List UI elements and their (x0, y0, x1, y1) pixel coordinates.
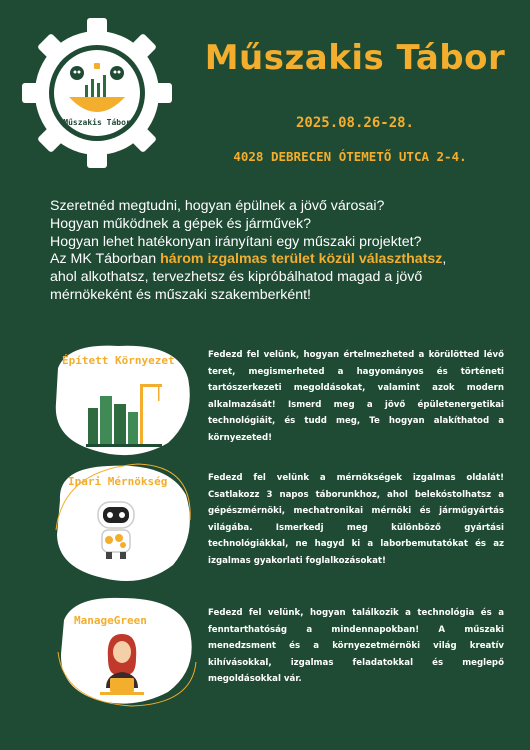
section-title-ipari: Ipari Mérnökség (68, 475, 168, 488)
intro-highlight: három izgalmas terület közül választhatsz (160, 251, 443, 268)
event-date: 2025.08.26-28. (295, 115, 414, 131)
gear-robot-logo-icon (22, 18, 172, 168)
intro-line: Hogyan lehet hatékonyan irányítani egy műszaki projektet? (50, 233, 422, 250)
intro-line (50, 251, 490, 269)
intro-text (50, 198, 490, 305)
logo-text: Műszakis Tábor (63, 118, 131, 127)
intro-line: ahol alkothatsz, tervezhetsz és kipróbálhatod magad a jövő mérnökeként és műszaki szakemberként! (50, 269, 423, 303)
page-title: Műszakis Tábor (204, 38, 506, 78)
intro-line: Hogyan működnek a gépek és járművek? (50, 215, 312, 232)
section-title-managegreen: ManageGreen (74, 614, 147, 627)
event-address: 4028 DEBRECEN ÓTEMETŐ UTCA 2-4. (233, 149, 467, 164)
section-text-managegreen: Fedezd fel velünk, hogyan találkozik a technológia és a fenntarthatóság a mindennapokban! A műszaki menedzsment és a környezetmérnöki világ kreatív kihívásokkal, izgalmas feladatokkal és meglepő megoldásokkal vár. (208, 608, 504, 685)
section-title-epitett: Épített Környezet (62, 354, 175, 367)
intro-line-pre: Az MK Táborban (50, 251, 161, 268)
intro-line-post: , (442, 251, 447, 268)
intro-line: Szeretnéd megtudni, hogyan épülnek a jövő városai? (50, 198, 385, 214)
robot-icon (92, 498, 140, 560)
section-text-epitett: Fedezd fel velünk, hogyan értelmezheted a körülötted lévő teret, megismerheted a hagyományos és történeti tartószerkezeti megoldásokat, valamint azok modern alkalmazását! Ismerd meg a jövő épületenergetikai technológiáit, és tudd meg, Te hogyan alakíthatod a környezeted! (208, 350, 504, 443)
woman-laptop-icon (90, 628, 154, 698)
city-crane-icon (84, 378, 164, 448)
section-text-ipari: Fedezd fel velünk a mérnökségek izgalmas oldalát! Csatlakozz 3 napos táborunkhoz, ahol belekóstolhatsz a gépészmérnöki, mechatronikai mérnöki és járműgyártás világába. Ismerkedj meg különböző gyártási technológiákkal, ne hagyd ki a laborbemutatókat és az izgalmas gyakorlati foglalkozásokat! (208, 473, 504, 566)
